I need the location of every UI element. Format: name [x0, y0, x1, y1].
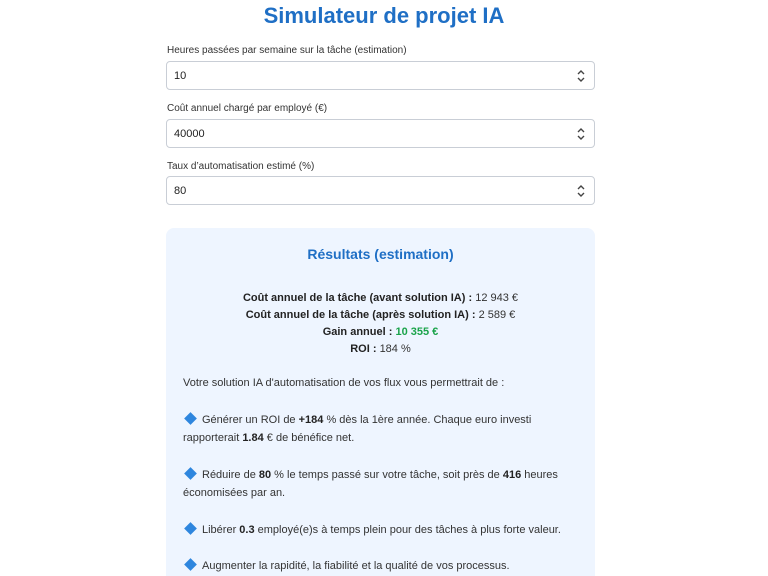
- results-title: Résultats (estimation): [307, 246, 454, 262]
- gain-line: [166, 325, 595, 340]
- automation-rate-value: 80: [174, 184, 187, 197]
- annual-cost-value: 40000: [174, 127, 205, 140]
- diamond-bullet-icon: [184, 522, 197, 535]
- gain-value: 10 355 €: [395, 326, 439, 338]
- results-intro: Votre solution IA d'automatisation de vos flux vous permettrait de :: [183, 377, 505, 389]
- number-spinner-icon[interactable]: [574, 124, 588, 144]
- benefit-time: Réduire de 80 % le temps passé sur votre tâche, soit près de 416 heures économisées par an.: [183, 469, 558, 499]
- diamond-bullet-icon: [184, 467, 197, 480]
- page-title: Simulateur de projet IA: [263, 3, 505, 28]
- automation-rate-label: Taux d’automatisation estimé (%): [167, 161, 315, 172]
- benefit-fte: Libérer 0.3 employé(e)s à temps plein pour des tâches à plus forte valeur.: [183, 521, 583, 539]
- annual-cost-input[interactable]: [166, 119, 595, 148]
- cost-before-label: Coût annuel de la tâche (avant solution IA) :: [242, 292, 473, 304]
- cost-after-label: Coût annuel de la tâche (après solution IA) :: [245, 309, 476, 321]
- gain-label: Gain annuel :: [322, 326, 393, 338]
- hours-per-week-value: 10: [174, 69, 187, 82]
- roi-label: ROI :: [350, 343, 377, 355]
- hours-per-week-input[interactable]: [166, 61, 595, 90]
- results-panel: [166, 228, 595, 576]
- hours-per-week-label: Heures passées par semaine sur la tâche (estimation): [167, 45, 407, 56]
- automation-rate-input[interactable]: [166, 176, 595, 205]
- roi-line: [166, 342, 595, 357]
- number-spinner-icon[interactable]: [574, 66, 588, 86]
- diamond-bullet-icon: [184, 412, 197, 425]
- cost-after-line: [166, 308, 595, 323]
- diamond-bullet-icon: [184, 558, 197, 571]
- roi-value: 184 %: [379, 343, 411, 355]
- annual-cost-label: Coût annuel chargé par employé (€): [167, 103, 328, 114]
- cost-before-value: 12 943 €: [475, 292, 519, 304]
- number-spinner-icon[interactable]: [574, 181, 588, 201]
- benefit-roi: Générer un ROI de +184 % dès la 1ère année. Chaque euro investi rapporterait 1.84 € de bénéfice net.: [183, 414, 532, 444]
- cost-before-line: [166, 291, 595, 306]
- benefit-quality: Augmenter la rapidité, la fiabilité et la qualité de vos processus.: [183, 557, 583, 575]
- cost-after-value: 2 589 €: [478, 309, 516, 321]
